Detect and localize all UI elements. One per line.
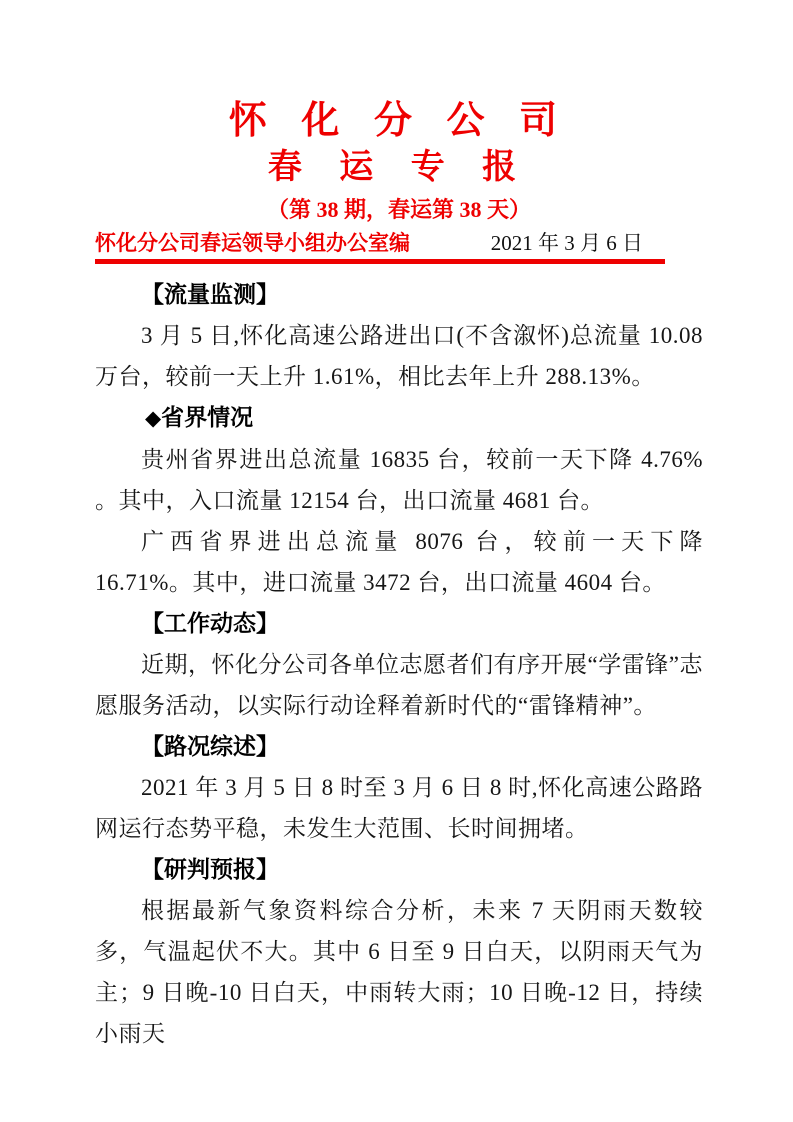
section-heading-road-summary: 【路况综述】	[141, 733, 279, 759]
editor-label: 怀化分公司春运领导小组办公室编	[95, 232, 410, 255]
report-header	[95, 98, 703, 264]
masthead-row	[95, 230, 665, 257]
report-body	[95, 274, 703, 1054]
paragraph-guangxi-border: 广西省界进出总流量 8076 台，较前一天下降 16.71%。其中，进口流量 3472 台，出口流量 4604 台。	[95, 529, 703, 595]
section-heading-work-dynamics: 【工作动态】	[141, 610, 279, 636]
section-heading-flow-monitoring: 【流量监测】	[141, 281, 279, 307]
paragraph-traffic-total: 3 月 5 日,怀化高速公路进出口(不含溆怀)总流量 10.08 万台，较前一天上升 1.61%，相比去年上升 288.13%。	[95, 323, 703, 389]
report-date: 2021 年 3 月 6 日	[490, 231, 643, 255]
issue-info: （第 38 期，春运第 38 天）	[266, 197, 531, 222]
report-title: 春 运 专 报	[267, 148, 531, 186]
diamond-bullet-icon: ◆	[145, 407, 162, 430]
red-divider-line	[95, 259, 665, 264]
paragraph-guizhou-border: 贵州省界进出总流量 16835 台，较前一天下降 4.76% 。其中，入口流量 12154 台，出口流量 4681 台。	[95, 447, 703, 513]
company-title: 怀 化 分 公 司	[228, 100, 570, 142]
subsection-heading-label: 省界情况	[161, 404, 254, 430]
paragraph-volunteer-activity: 近期，怀化分公司各单位志愿者们有序开展“学雷锋”志愿服务活动，以实际行动诠释着新时代的“雷锋精神”。	[95, 652, 703, 718]
section-heading-forecast: 【研判预报】	[141, 856, 279, 882]
paragraph-road-network: 2021 年 3 月 5 日 8 时至 3 月 6 日 8 时,怀化高速公路路网运行态势平稳，未发生大范围、长时间拥堵。	[95, 775, 704, 841]
subsection-heading-province-border	[95, 397, 703, 439]
paragraph-weather-forecast: 根据最新气象资料综合分析，未来 7 天阴雨天数较多，气温起伏不大。其中 6 日至 9 日白天，以阴雨天气为主；9 日晚-10 日白天，中雨转大雨；10 日晚-12 日，持续小雨天	[95, 898, 703, 1046]
